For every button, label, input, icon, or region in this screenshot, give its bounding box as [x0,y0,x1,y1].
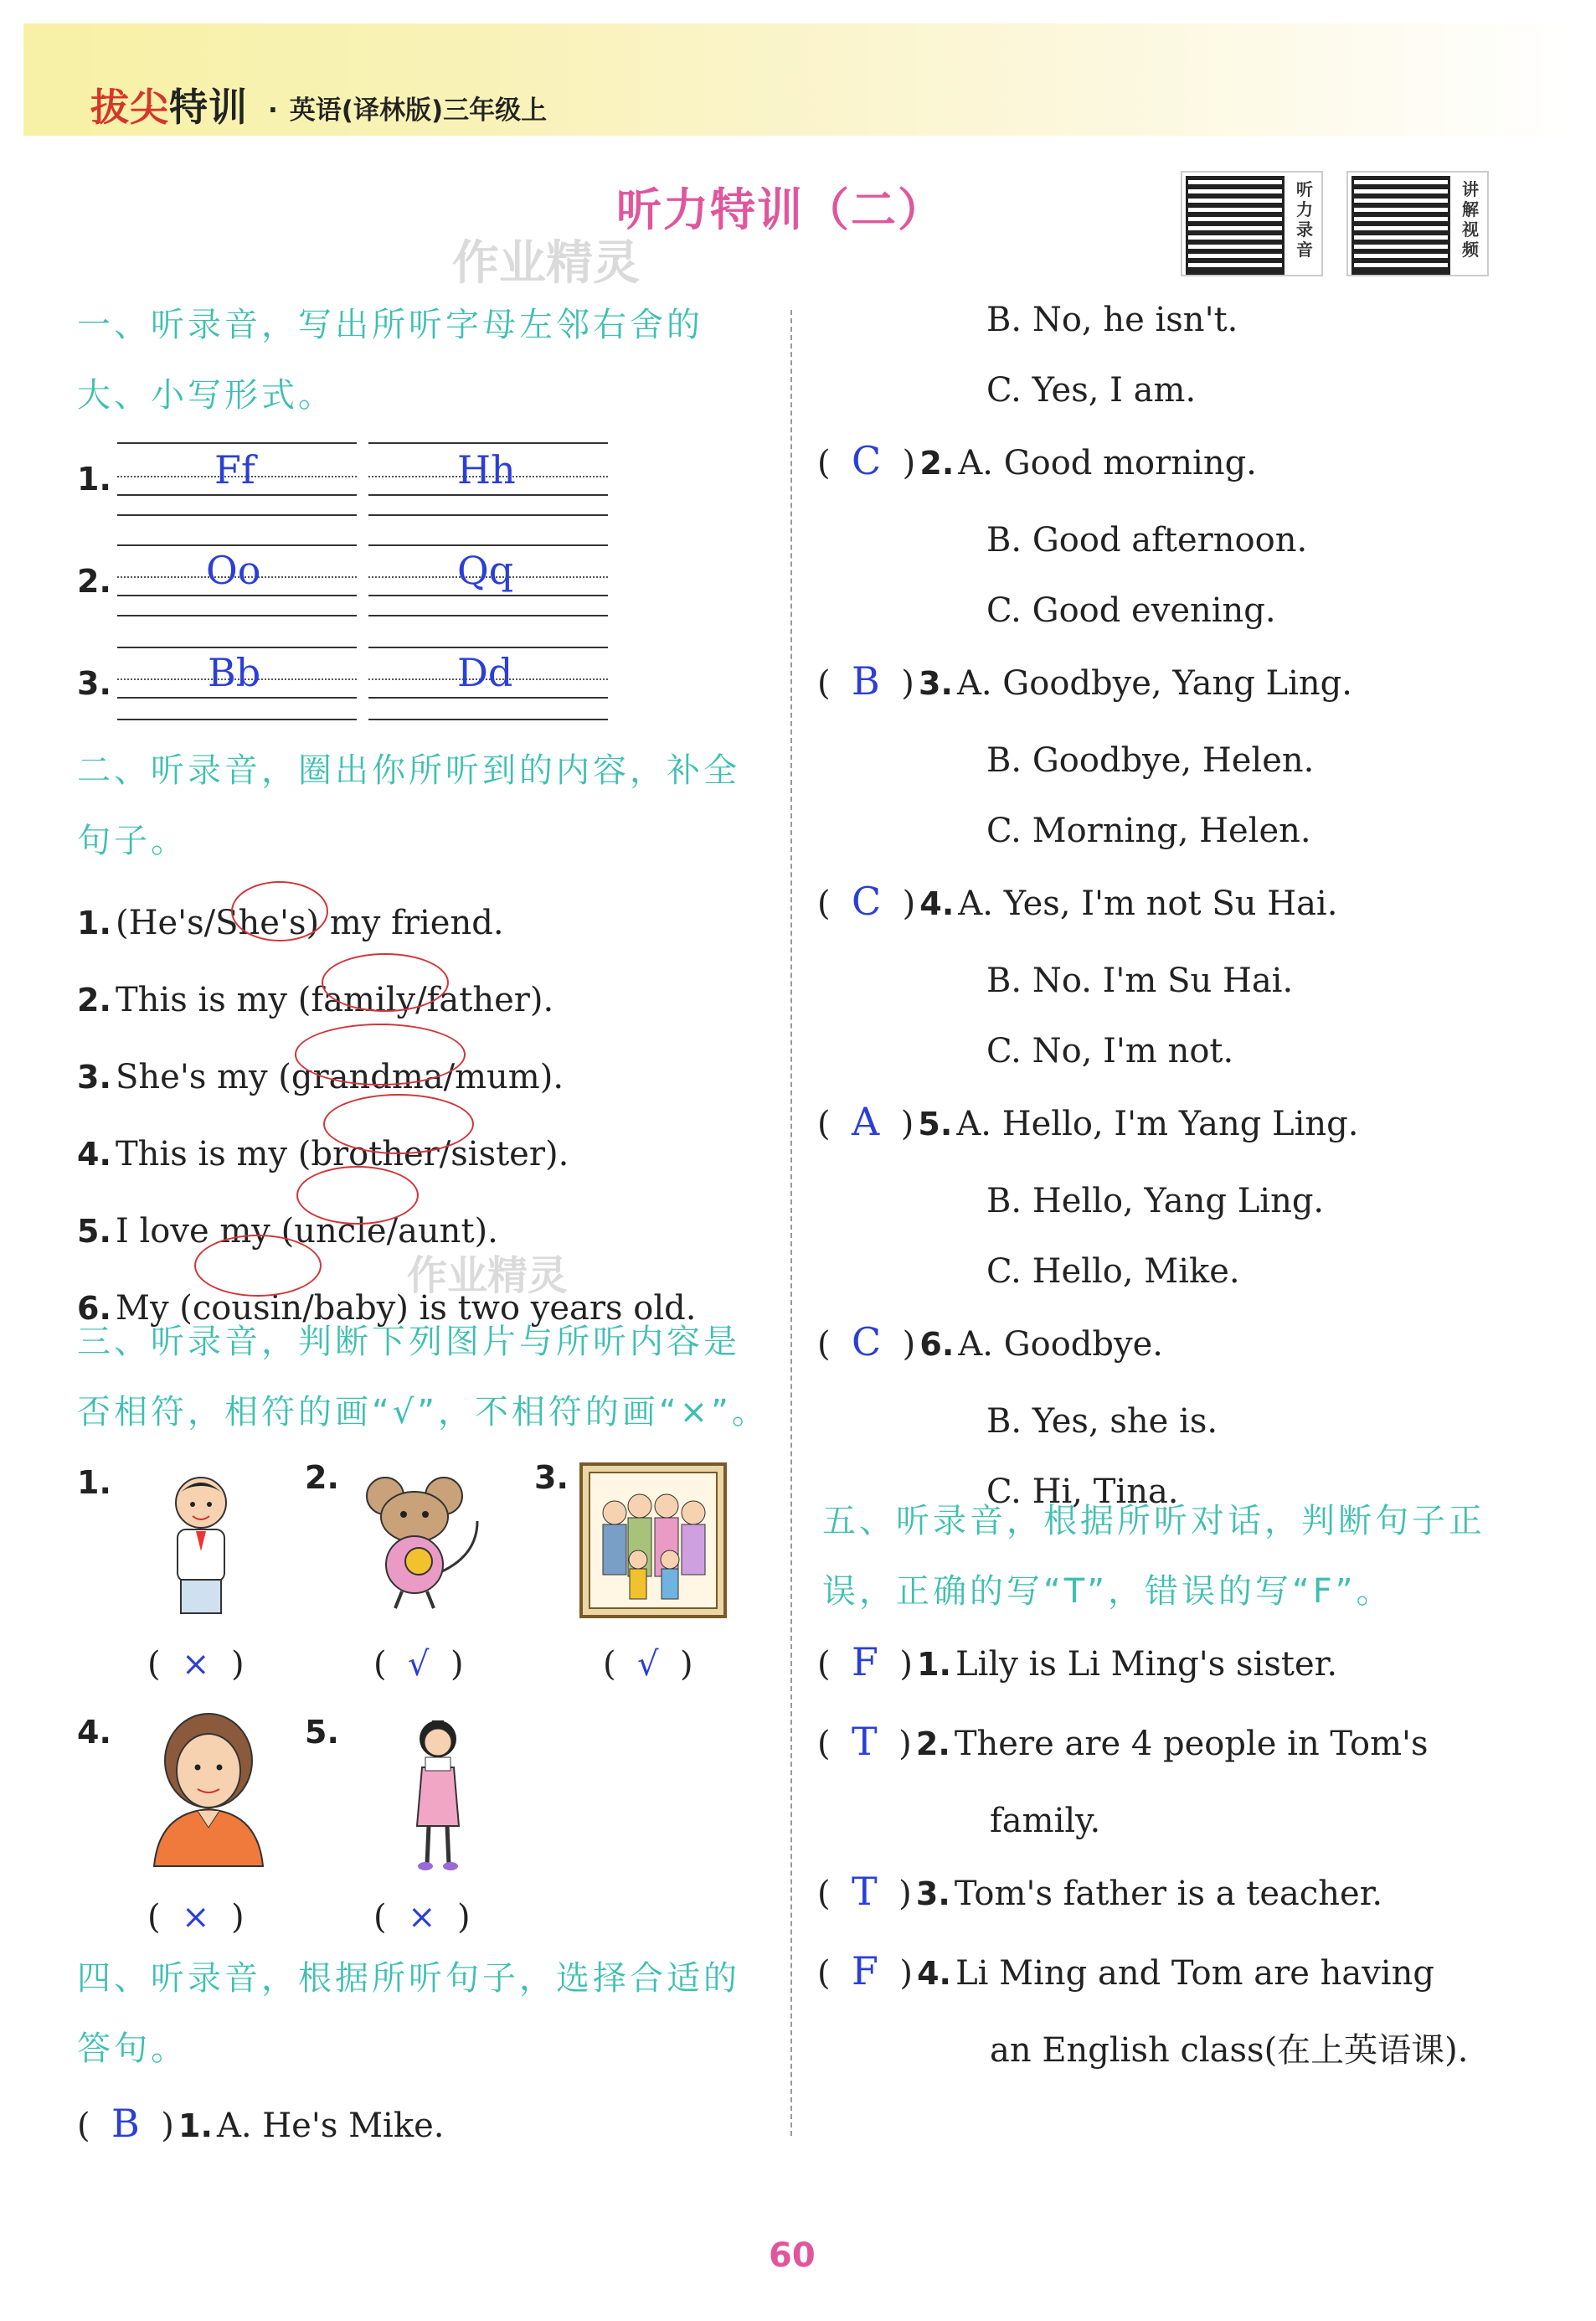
answer-text: Bb [208,650,261,695]
family-photo-icon [579,1462,727,1618]
subject-label: · 英语(译林版)三年级上 [268,95,548,126]
girl-icon [410,1717,466,1873]
mouse-icon [352,1471,494,1613]
qr-code-icon [1351,176,1450,275]
list-item: ( B ) 1. A. He's Mike. [77,2101,445,2146]
answer-text: Oo [206,548,261,593]
list-item: ( C ) 2. A. Good morning. [817,438,1257,483]
list-item: 2. This is my (family/father). [77,981,554,1019]
part4-heading: 四、听录音，根据所听句子，选择合适的 答句。 [77,1959,740,2068]
list-item: 6. My (cousin/baby) is two years old. [77,1289,697,1328]
answer-circle [323,1094,474,1154]
answer-paren: ( √ ) [603,1645,693,1684]
answer-circle [322,953,449,1012]
answer-text: Dd [457,650,513,695]
answer-text: Qq [457,548,514,593]
answer-text: Ff [214,447,255,493]
part4-list: B. No, he isn't. C. Yes, I am. ( C ) 2. A. Good morning. B. Good afternoon. C. Good evening. ( B ) 3. A. Goodbye, Yang Ling. B. Goodbye, Helen. C. Morning, Helen. ( C ) 4. A. Yes, I'm not Su Hai. B. No. I'm Su Hai. C. No, I'm not. ( A ) 5. A. Hello, I'm Yang Ling. B. Hello, Yang Ling. C. Hello, Mike. ( C ) 6. A. Goodbye. B. Yes, she is. C. Hi, Tina. [817,301,1359,1511]
part3-heading: 三、听录音，判断下列图片与所听内容是 否相符，相符的画“√”，不相符的画“×”。 [77,1323,769,1431]
list-item: 4. This is my (brother/sister). [77,1135,569,1173]
list-item: ( A ) 5. A. Hello, I'm Yang Ling. [817,1099,1359,1144]
part5-list: ( F ) 1. Lily is Li Ming's sister. ( T ) 2. There are 4 people in Tom's family. ( T ) 3. Tom's father is a teacher. ( F ) 4. Li Ming and Tom are having an English class(在上英语课). [817,1627,1469,2086]
list-item: ( F ) 4. Li Ming and Tom are having [817,1948,1434,1993]
answer-circle [194,1235,322,1297]
list-item: ( T ) 2. There are 4 people in Tom's [817,1719,1429,1764]
answer-paren: ( × ) [373,1898,471,1937]
page-title: 听力特训（二） [616,183,945,236]
list-item: 5. I love my (uncle/aunt). [77,1212,498,1251]
list-item: ( B ) 3. A. Goodbye, Yang Ling. [817,658,1352,704]
qr-video[interactable]: 讲 解 视 频 [1346,171,1489,276]
part2-heading: 二、听录音，圈出你所听到的内容，补全 句子。 [77,751,740,860]
answer-paren: ( × ) [147,1898,245,1937]
answer-paren: ( × ) [147,1645,245,1684]
grandma-icon [147,1710,270,1870]
watermark: 作业精灵 [407,1252,569,1299]
list-item: ( C ) 6. A. Goodbye. [817,1319,1164,1364]
page-number: 60 [769,2236,816,2275]
header-band [23,23,1573,136]
list-item: ( T ) 3. Tom's father is a teacher. [817,1869,1383,1914]
column-divider [790,310,792,2136]
brand-logo: 拔尖特训 [90,85,248,130]
answer-circle [296,1166,419,1225]
part1-heading: 一、听录音，写出所听字母左邻右舍的 大、小写形式。 [77,306,703,415]
list-item: 1. (He's/She's) my friend. [77,904,504,942]
boy-icon [159,1467,243,1618]
answer-circle [295,1024,466,1086]
qr-code-icon [1186,176,1285,275]
list-item: 3. She's my (grandma/mum). [77,1058,564,1096]
answer-circle [231,881,328,941]
answer-paren: ( √ ) [373,1645,464,1684]
qr-listening[interactable]: 听 力 录 音 [1181,171,1323,276]
list-item: ( C ) 4. A. Yes, I'm not Su Hai. [817,879,1338,924]
list-item: ( F ) 1. Lily is Li Ming's sister. [817,1639,1338,1684]
watermark: 作业精灵 [452,236,640,291]
part5-heading: 五、听录音，根据所听对话，判断句子正 误，正确的写“T”，错误的写“F”。 [822,1502,1485,1611]
answer-text: Hh [457,447,516,493]
